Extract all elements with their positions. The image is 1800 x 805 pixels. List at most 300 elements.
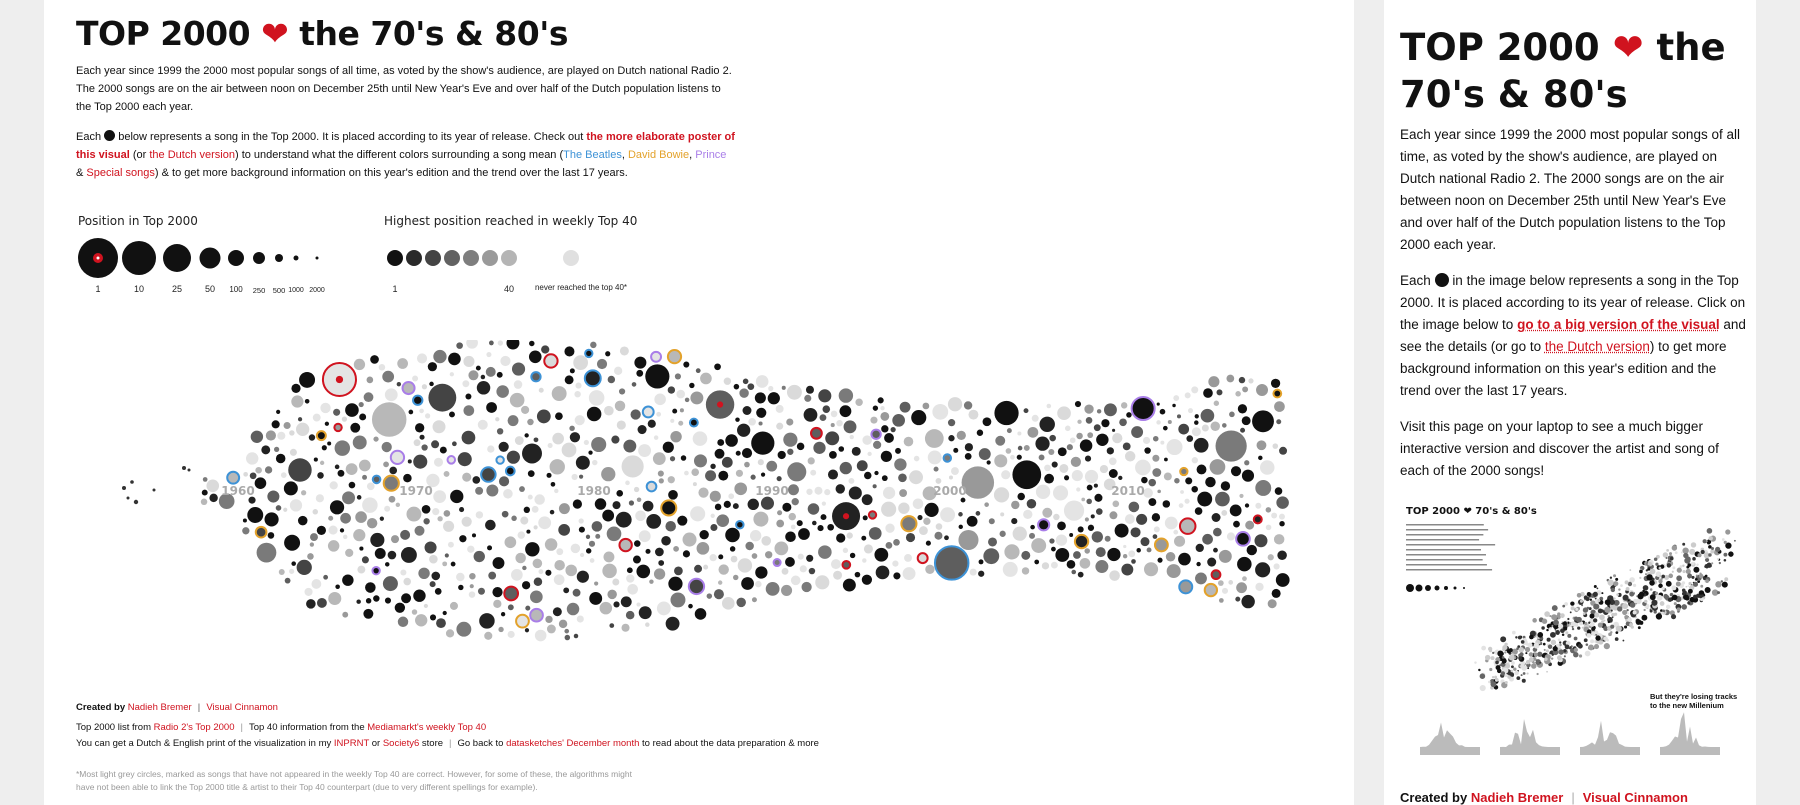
song-circle[interactable] <box>313 414 321 422</box>
song-circle[interactable] <box>1239 494 1243 498</box>
song-circle[interactable] <box>1112 500 1119 507</box>
song-circle[interactable] <box>620 346 629 355</box>
song-circle[interactable] <box>301 490 306 495</box>
song-circle[interactable] <box>325 422 329 426</box>
song-circle[interactable] <box>787 449 793 455</box>
song-circle[interactable] <box>534 578 543 587</box>
song-circle[interactable] <box>722 597 735 610</box>
song-circle[interactable] <box>1212 513 1221 522</box>
song-circle[interactable] <box>559 620 567 628</box>
song-circle[interactable] <box>579 475 583 479</box>
song-circle[interactable] <box>397 358 408 369</box>
song-circle[interactable] <box>881 425 888 432</box>
song-circle[interactable] <box>918 553 928 563</box>
song-circle[interactable] <box>250 472 257 479</box>
song-circle[interactable] <box>1115 524 1129 538</box>
song-circle[interactable] <box>328 540 339 551</box>
song-circle[interactable] <box>1096 434 1108 446</box>
song-circle[interactable] <box>627 567 633 573</box>
song-circle[interactable] <box>825 431 839 445</box>
song-circle[interactable] <box>328 516 333 521</box>
song-circle[interactable] <box>1107 447 1114 454</box>
song-circle[interactable] <box>631 409 641 419</box>
song-circle[interactable] <box>831 559 841 569</box>
song-circle[interactable] <box>511 569 523 581</box>
song-circle[interactable] <box>953 448 958 453</box>
song-circle[interactable] <box>923 518 930 525</box>
song-circle[interactable] <box>451 562 456 567</box>
song-circle[interactable] <box>616 490 623 497</box>
song-circle[interactable] <box>696 368 701 373</box>
song-circle[interactable] <box>279 569 285 575</box>
datasketches-link[interactable]: datasketches' December month <box>506 738 640 749</box>
song-circle[interactable] <box>409 410 414 415</box>
song-circle[interactable] <box>448 456 456 464</box>
song-circle[interactable] <box>1178 424 1189 435</box>
song-circle[interactable] <box>674 566 683 575</box>
song-circle[interactable] <box>310 542 314 546</box>
song-circle[interactable] <box>283 508 287 512</box>
song-circle[interactable] <box>564 346 574 356</box>
song-circle[interactable] <box>1084 548 1089 553</box>
song-circle[interactable] <box>806 489 812 495</box>
song-circle[interactable] <box>778 451 786 459</box>
song-circle[interactable] <box>1245 521 1254 530</box>
song-circle[interactable] <box>1044 474 1054 484</box>
song-circle[interactable] <box>924 503 938 517</box>
song-circle[interactable] <box>595 498 606 509</box>
song-circle[interactable] <box>274 447 279 452</box>
song-circle[interactable] <box>1067 444 1073 450</box>
song-circle[interactable] <box>1272 589 1281 598</box>
song-circle[interactable] <box>440 447 447 454</box>
song-circle[interactable] <box>541 345 549 353</box>
song-circle[interactable] <box>1152 455 1159 462</box>
song-circle[interactable] <box>434 458 443 467</box>
song-circle[interactable] <box>1222 588 1228 594</box>
song-circle[interactable] <box>1064 501 1084 521</box>
song-circle[interactable] <box>534 525 538 529</box>
song-circle[interactable] <box>1256 384 1268 396</box>
song-circle[interactable] <box>1006 448 1012 454</box>
song-circle[interactable] <box>1153 534 1158 539</box>
song-circle[interactable] <box>1000 512 1004 516</box>
song-circle[interactable] <box>355 511 367 523</box>
song-circle[interactable] <box>876 566 890 580</box>
inprnt-link[interactable]: INPRNT <box>333 738 370 749</box>
song-circle[interactable] <box>501 612 505 616</box>
song-circle[interactable] <box>1035 437 1049 451</box>
song-circle[interactable] <box>401 593 411 603</box>
song-circle[interactable] <box>577 571 589 583</box>
song-circle[interactable] <box>268 532 275 539</box>
song-circle[interactable] <box>1086 417 1093 424</box>
song-circle[interactable] <box>533 559 543 569</box>
song-circle[interactable] <box>703 565 708 570</box>
song-circle[interactable] <box>789 513 797 521</box>
song-circle[interactable] <box>901 516 916 531</box>
song-circle[interactable] <box>365 582 376 593</box>
song-circle[interactable] <box>255 477 267 489</box>
song-circle[interactable] <box>585 350 592 357</box>
song-circle[interactable] <box>689 383 694 388</box>
song-circle[interactable] <box>359 547 363 551</box>
song-circle[interactable] <box>1011 501 1019 509</box>
song-circle[interactable] <box>683 550 690 557</box>
song-circle[interactable] <box>446 629 454 637</box>
song-circle[interactable] <box>783 433 797 447</box>
song-circle[interactable] <box>663 442 674 453</box>
song-circle[interactable] <box>1274 534 1284 544</box>
song-circle[interactable] <box>881 451 892 462</box>
song-circle[interactable] <box>636 370 643 377</box>
song-circle[interactable] <box>370 533 384 547</box>
song-circle[interactable] <box>810 470 816 476</box>
song-circle[interactable] <box>842 561 850 569</box>
song-circle[interactable] <box>554 560 565 571</box>
song-circle[interactable] <box>1215 492 1230 507</box>
song-circle[interactable] <box>892 414 905 427</box>
song-circle[interactable] <box>524 433 528 437</box>
song-circle[interactable] <box>575 415 585 425</box>
song-circle[interactable] <box>1214 401 1219 406</box>
song-circle[interactable] <box>1056 535 1067 546</box>
song-circle[interactable] <box>850 435 854 439</box>
song-circle[interactable] <box>429 555 438 564</box>
song-circle[interactable] <box>635 510 646 521</box>
song-circle[interactable] <box>349 482 356 489</box>
song-circle[interactable] <box>1165 517 1178 530</box>
song-circle[interactable] <box>489 341 494 346</box>
side-dutch-version-link[interactable]: the Dutch version <box>1544 339 1650 354</box>
song-circle[interactable] <box>1279 521 1284 526</box>
song-circle[interactable] <box>1049 538 1054 543</box>
song-circle[interactable] <box>655 548 664 557</box>
song-circle[interactable] <box>467 546 474 553</box>
song-circle[interactable] <box>518 531 525 538</box>
song-circle[interactable] <box>1248 378 1253 383</box>
song-circle[interactable] <box>1235 391 1241 397</box>
song-circle[interactable] <box>940 507 955 522</box>
song-circle[interactable] <box>1141 477 1147 483</box>
song-circle[interactable] <box>815 575 829 589</box>
song-circle[interactable] <box>736 470 743 477</box>
song-circle[interactable] <box>1144 562 1158 576</box>
song-circle[interactable] <box>537 410 551 424</box>
song-circle[interactable] <box>1271 379 1280 388</box>
song-circle[interactable] <box>1153 436 1159 442</box>
song-circle[interactable] <box>276 454 286 464</box>
song-circle[interactable] <box>529 351 542 364</box>
song-circle[interactable] <box>616 512 632 528</box>
song-circle[interactable] <box>878 397 884 403</box>
song-circle[interactable] <box>291 395 303 407</box>
song-circle[interactable] <box>1167 564 1181 578</box>
song-circle[interactable] <box>791 576 801 586</box>
song-circle[interactable] <box>1201 409 1215 423</box>
song-circle[interactable] <box>961 498 966 503</box>
song-circle[interactable] <box>1042 562 1049 569</box>
song-circle[interactable] <box>285 578 291 584</box>
song-circle[interactable] <box>396 503 400 507</box>
song-circle[interactable] <box>665 521 676 532</box>
song-circle[interactable] <box>989 518 995 524</box>
song-circle[interactable] <box>1064 475 1069 480</box>
song-circle[interactable] <box>607 590 616 599</box>
song-circle[interactable] <box>638 425 647 434</box>
song-circle[interactable] <box>1097 409 1101 413</box>
song-circle[interactable] <box>1107 548 1120 561</box>
song-circle[interactable] <box>515 553 526 564</box>
song-circle[interactable] <box>1180 468 1187 475</box>
song-circle[interactable] <box>444 510 451 517</box>
song-circle[interactable] <box>415 614 427 626</box>
song-circle[interactable] <box>761 497 774 510</box>
song-circle[interactable] <box>895 448 901 454</box>
song-circle[interactable] <box>639 530 651 542</box>
song-circle[interactable] <box>693 431 708 446</box>
song-circle[interactable] <box>511 516 516 521</box>
song-circle[interactable] <box>476 511 483 518</box>
song-circle[interactable] <box>645 549 650 554</box>
song-circle[interactable] <box>785 557 795 567</box>
song-circle[interactable] <box>1260 460 1275 475</box>
song-circle[interactable] <box>883 487 895 499</box>
song-circle[interactable] <box>1131 559 1136 564</box>
song-circle[interactable] <box>574 634 579 639</box>
song-circle[interactable] <box>486 485 498 497</box>
song-circle[interactable] <box>554 574 565 585</box>
song-circle[interactable] <box>885 524 894 533</box>
song-circle[interactable] <box>1044 465 1051 472</box>
song-circle[interactable] <box>804 395 811 402</box>
song-circle[interactable] <box>1094 424 1101 431</box>
song-circle[interactable] <box>403 382 415 394</box>
song-circle[interactable] <box>514 380 523 389</box>
song-circle[interactable] <box>1196 562 1200 566</box>
song-circle[interactable] <box>1092 531 1103 542</box>
song-circle[interactable] <box>422 384 427 389</box>
song-circle[interactable] <box>526 530 530 534</box>
song-circle[interactable] <box>751 475 756 480</box>
song-circle[interactable] <box>1029 533 1035 539</box>
song-circle[interactable] <box>849 486 862 499</box>
song-circle[interactable] <box>1017 455 1022 460</box>
song-circle[interactable] <box>1277 551 1287 561</box>
song-circle[interactable] <box>570 368 575 373</box>
song-circle[interactable] <box>1195 572 1207 584</box>
song-circle[interactable] <box>422 505 431 514</box>
song-circle[interactable] <box>524 507 530 513</box>
song-circle[interactable] <box>697 542 710 555</box>
song-circle[interactable] <box>1191 486 1198 493</box>
song-circle[interactable] <box>994 401 1018 425</box>
song-circle[interactable] <box>1030 525 1035 530</box>
song-circle[interactable] <box>592 521 603 532</box>
song-circle[interactable] <box>714 363 721 370</box>
song-circle[interactable] <box>791 525 796 530</box>
song-circle[interactable] <box>731 556 738 563</box>
song-circle[interactable] <box>1080 558 1091 569</box>
song-circle[interactable] <box>359 413 366 420</box>
song-circle[interactable] <box>958 512 963 517</box>
song-circle[interactable] <box>462 517 472 527</box>
song-circle[interactable] <box>545 616 552 623</box>
song-circle[interactable] <box>670 419 674 423</box>
song-circle[interactable] <box>251 431 263 443</box>
song-circle[interactable] <box>1211 422 1220 431</box>
song-circle[interactable] <box>525 628 529 632</box>
song-circle[interactable] <box>493 557 505 569</box>
song-circle[interactable] <box>496 385 509 398</box>
song-circle[interactable] <box>994 487 1009 502</box>
song-circle[interactable] <box>1191 386 1198 393</box>
song-circle[interactable] <box>855 572 861 578</box>
song-circle[interactable] <box>899 489 907 497</box>
song-circle[interactable] <box>977 430 983 436</box>
song-circle[interactable] <box>432 508 439 515</box>
song-circle[interactable] <box>808 457 815 464</box>
song-circle[interactable] <box>1179 503 1184 508</box>
song-circle[interactable] <box>699 530 708 539</box>
song-circle[interactable] <box>978 571 984 577</box>
song-circle[interactable] <box>1039 417 1054 432</box>
song-circle[interactable] <box>1160 441 1164 445</box>
song-circle[interactable] <box>430 581 436 587</box>
song-circle[interactable] <box>435 588 442 595</box>
song-circle[interactable] <box>1096 547 1106 557</box>
song-circle[interactable] <box>818 389 831 402</box>
song-circle[interactable] <box>1100 465 1108 473</box>
song-circle[interactable] <box>276 410 280 414</box>
song-circle[interactable] <box>415 423 424 432</box>
song-circle[interactable] <box>745 542 753 550</box>
song-circle[interactable] <box>948 419 955 426</box>
song-circle[interactable] <box>1123 443 1131 451</box>
song-circle[interactable] <box>777 510 782 515</box>
song-circle[interactable] <box>1177 414 1181 418</box>
song-circle[interactable] <box>288 458 311 481</box>
song-circle[interactable] <box>379 364 386 371</box>
song-circle[interactable] <box>335 584 340 589</box>
song-circle[interactable] <box>785 531 796 542</box>
song-circle[interactable] <box>928 450 942 464</box>
song-circle[interactable] <box>1123 545 1126 548</box>
song-circle[interactable] <box>1058 447 1067 456</box>
song-circle[interactable] <box>880 412 889 421</box>
song-circle[interactable] <box>634 540 641 547</box>
song-circle[interactable] <box>932 404 948 420</box>
song-circle[interactable] <box>1135 460 1151 476</box>
song-circle[interactable] <box>311 579 321 589</box>
song-circle[interactable] <box>936 523 943 530</box>
song-circle[interactable] <box>1007 428 1012 433</box>
song-circle[interactable] <box>327 442 331 446</box>
song-circle[interactable] <box>1095 560 1108 573</box>
song-circle[interactable] <box>776 423 783 430</box>
song-circle[interactable] <box>574 391 580 397</box>
song-circle[interactable] <box>456 622 471 637</box>
song-circle[interactable] <box>372 402 407 437</box>
song-circle[interactable] <box>334 424 341 431</box>
song-circle[interactable] <box>504 587 518 601</box>
song-circle[interactable] <box>1048 449 1054 455</box>
song-circle[interactable] <box>850 553 855 558</box>
song-circle[interactable] <box>1192 427 1201 436</box>
song-circle[interactable] <box>809 568 815 574</box>
song-circle[interactable] <box>495 417 499 421</box>
song-circle[interactable] <box>892 560 898 566</box>
song-circle[interactable] <box>573 499 582 508</box>
song-circle[interactable] <box>948 435 954 441</box>
song-circle[interactable] <box>388 551 397 560</box>
song-circle[interactable] <box>613 601 619 607</box>
song-circle[interactable] <box>632 382 637 387</box>
song-circle[interactable] <box>1202 424 1209 431</box>
song-circle[interactable] <box>1057 521 1066 530</box>
song-circle[interactable] <box>463 356 474 367</box>
song-circle[interactable] <box>486 352 491 357</box>
song-circle[interactable] <box>658 560 664 566</box>
song-circle[interactable] <box>359 460 371 472</box>
song-circle[interactable] <box>373 436 378 441</box>
song-circle[interactable] <box>1186 435 1193 442</box>
song-circle[interactable] <box>565 565 577 577</box>
song-circle[interactable] <box>261 445 270 454</box>
song-circle[interactable] <box>1247 545 1257 555</box>
song-circle[interactable] <box>934 532 942 540</box>
song-circle[interactable] <box>811 428 822 439</box>
song-circle[interactable] <box>1195 507 1203 515</box>
song-circle[interactable] <box>670 456 675 461</box>
song-circle[interactable] <box>367 518 377 528</box>
song-circle[interactable] <box>1028 427 1039 438</box>
song-circle[interactable] <box>587 407 602 422</box>
song-circle[interactable] <box>316 494 324 502</box>
song-circle[interactable] <box>673 546 679 552</box>
song-circle[interactable] <box>766 461 777 472</box>
song-circle[interactable] <box>459 507 464 512</box>
song-circle[interactable] <box>801 582 811 592</box>
song-circle[interactable] <box>296 423 309 436</box>
song-circle[interactable] <box>755 392 766 403</box>
song-circle[interactable] <box>499 476 509 486</box>
song-circle[interactable] <box>1168 420 1172 424</box>
song-circle[interactable] <box>272 420 280 428</box>
song-circle[interactable] <box>1152 468 1161 477</box>
song-circle[interactable] <box>840 462 852 474</box>
song-circle[interactable] <box>983 548 999 564</box>
song-circle[interactable] <box>389 467 397 475</box>
song-circle[interactable] <box>202 490 208 496</box>
song-circle[interactable] <box>1194 438 1209 453</box>
song-circle[interactable] <box>857 460 868 471</box>
song-circle[interactable] <box>1087 432 1093 438</box>
song-circle[interactable] <box>227 472 239 484</box>
song-circle[interactable] <box>1241 595 1254 608</box>
song-circle[interactable] <box>755 581 761 587</box>
song-circle[interactable] <box>1013 527 1027 541</box>
song-circle[interactable] <box>499 442 509 452</box>
song-circle[interactable] <box>621 596 632 607</box>
song-circle[interactable] <box>806 386 814 394</box>
song-circle[interactable] <box>1003 562 1018 577</box>
song-circle[interactable] <box>863 515 868 520</box>
song-circle[interactable] <box>755 566 767 578</box>
song-circle[interactable] <box>443 611 447 615</box>
song-circle[interactable] <box>1078 526 1084 532</box>
song-circle[interactable] <box>505 536 517 548</box>
